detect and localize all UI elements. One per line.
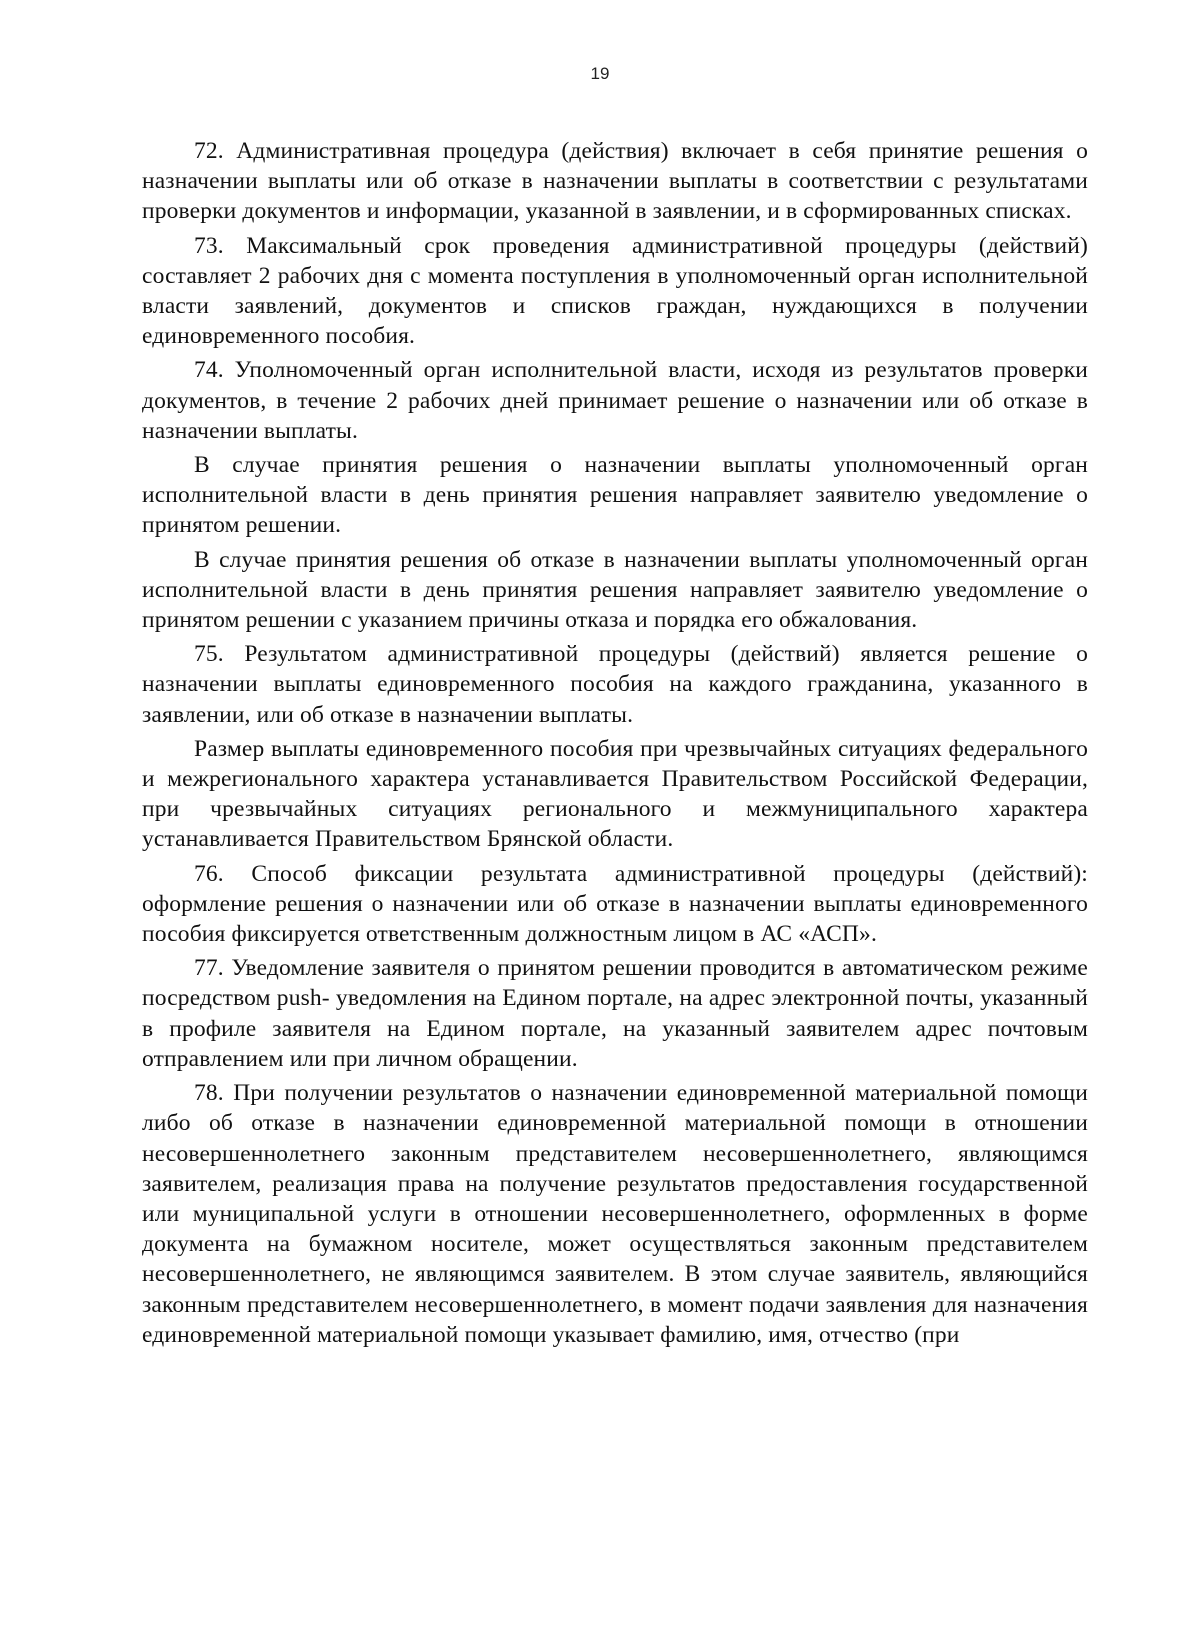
paragraph-73: 73. Максимальный срок проведения административной процедуры (действий) составляет 2 рабочих дня с момента поступления в уполномоченный орган исполнительной власти заявлений, документов и списков граждан, нуждающихся в получении единовременного пособия. — [142, 232, 1088, 350]
paragraph-75: 75. Результатом административной процедуры (действий) является решение о назначении выплаты единовременного пособия на каждого гражданина, указанного в заявлении, или об отказе в назначении выплаты. — [142, 641, 1088, 728]
document-body — [142, 136, 1088, 1350]
paragraph-74-approval-notice: В случае принятия решения о назначении выплаты уполномоченный орган исполнительной власти в день принятия решения направляет заявителю уведомление о принятом решении. — [142, 452, 1088, 539]
page-number: 19 — [590, 64, 610, 83]
paragraph-72: 72. Административная процедура (действия) включает в себя принятие решения о назначении выплаты или об отказе в назначении выплаты в соответствии с результатами проверки документов и информации, указанной в заявлении, и в сформированных списках. — [142, 138, 1088, 225]
paragraph-74-refusal-notice: В случае принятия решения об отказе в назначении выплаты уполномоченный орган исполнительной власти в день принятия решения направляет заявителю уведомление о принятом решении с указанием причины отказа и порядка его обжалования. — [142, 546, 1088, 634]
paragraph-75-payment-amount: Размер выплаты единовременного пособия при чрезвычайных ситуациях федерального и межрегионального характера устанавливается Правительством Российской Федерации, при чрезвычайных ситуациях регионального и межмуниципального характера устанавливается Правительством Брянской области. — [142, 735, 1088, 853]
paragraph-76: 76. Способ фиксации результата административной процедуры (действий): оформление решения о назначении или об отказе в назначении выплаты единовременного пособия фиксируется ответственным должностным лицом в АС «АСП». — [142, 860, 1088, 948]
paragraph-74: 74. Уполномоченный орган исполнительной власти, исходя из результатов проверки документов, в течение 2 рабочих дней принимает решение о назначении или об отказе в назначении выплаты. — [142, 357, 1088, 444]
paragraph-77: 77. Уведомление заявителя о принятом решении проводится в автоматическом режиме посредством push- уведомления на Едином портале, на адрес электронной почты, указанный в профиле заявителя на Едином портале, на указанный заявителем адрес почтовым отправлением или при личном обращении. — [142, 955, 1088, 1072]
paragraph-78: 78. При получении результатов о назначении единовременной материальной помощи либо об отказе в назначении единовременной материальной помощи в отношении несовершеннолетнего законным представителем несовершеннолетнего, являющимся заявителем, реализация права на получение результатов предоставления государственной или муниципальной услуги в отношении несовершеннолетнего, оформленных в форме документа на бумажном носителе, может осуществляться законным представителем несовершеннолетнего, не являющимся заявителем. В этом случае заявитель, являющийся законным представителем несовершеннолетнего, в момент подачи заявления для назначения единовременной материальной помощи указывает фамилию, имя, отчество (при — [142, 1080, 1088, 1348]
